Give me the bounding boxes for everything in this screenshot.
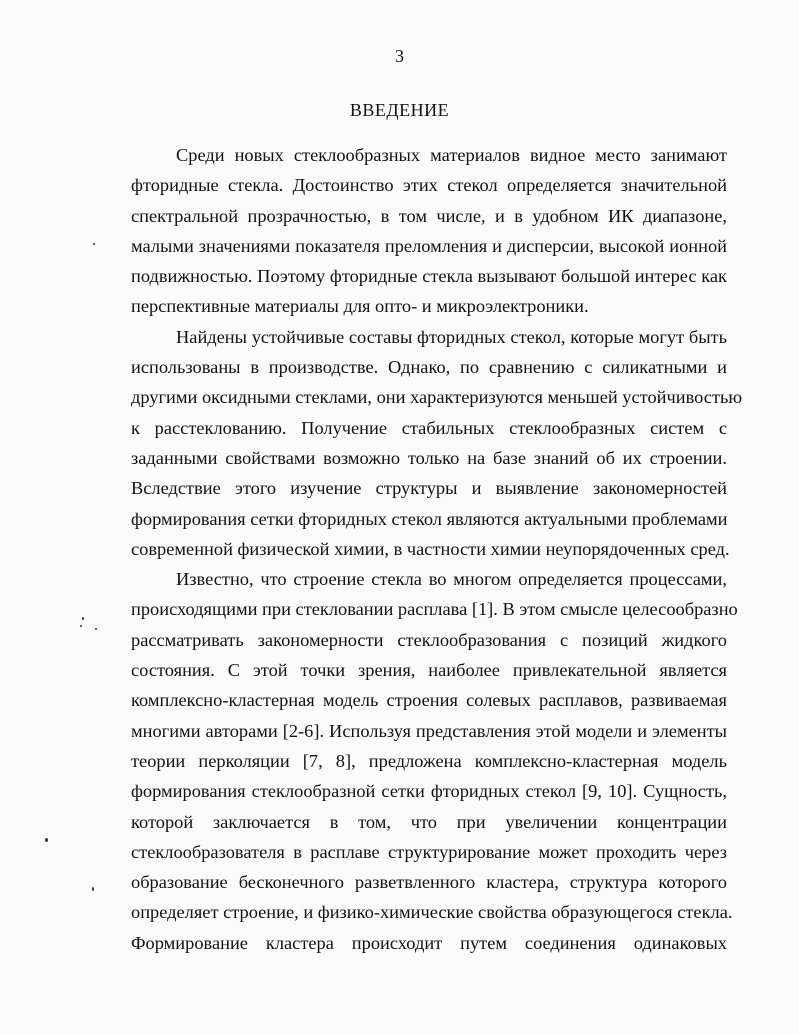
text-line: современной физической химии, в частности химии неупорядоченных сред. <box>131 538 730 559</box>
text-line: образование бесконечного разветвленного кластера, структура которого <box>131 872 727 893</box>
text-line: использованы в производстве. Однако, по сравнению с силикатными и <box>131 357 727 378</box>
text-line: стеклообразователя в расплаве структурирование может проходить через <box>131 841 727 862</box>
scan-speck <box>93 243 95 245</box>
text-line: другими оксидными стеклами, они характеризуются меньшей устойчивостью <box>131 387 743 408</box>
text-line: которой заключается в том, что при увеличении концентрации <box>131 811 727 832</box>
text-line: формирования стеклообразной сетки фторидных стекол [9, 10]. Сущность, <box>131 781 727 802</box>
text-line: Формирование кластера происходит путем соединения одинаковых <box>131 932 727 953</box>
text-line: теории перколяции [7, 8], предложена комплексно-кластерная модель <box>131 750 727 771</box>
scan-speck <box>95 628 97 630</box>
text-line: многими авторами [2-6]. Используя представления этой модели и элементы <box>131 720 727 741</box>
page-number: 3 <box>395 46 404 66</box>
text-line: спектральной прозрачностью, в том числе, и в удобном ИК диапазоне, <box>131 205 727 226</box>
text-line: перспективные материалы для опто- и микроэлектроники. <box>131 296 589 317</box>
scan-speck <box>45 838 48 842</box>
scan-speck <box>92 887 94 891</box>
scan-speck <box>82 617 84 620</box>
text-line: малыми значениями показателя преломления и дисперсии, высокой ионной <box>131 235 727 256</box>
text-line: Вследствие этого изучение структуры и выявление закономерностей <box>131 478 727 499</box>
text-line: фторидные стекла. Достоинство этих стекол определяется значительной <box>131 175 727 196</box>
text-line: рассматривать закономерности стеклообразования с позиций жидкого <box>131 629 727 650</box>
text-line: Известно, что строение стекла во многом определяется процессами, <box>176 569 727 590</box>
text-line: заданными свойствами возможно только на базе знаний об их строении. <box>131 447 727 468</box>
text-line: комплексно-кластерная модель строения солевых расплавов, развиваемая <box>131 690 727 711</box>
text-line: формирования сетки фторидных стекол являются актуальными проблемами <box>131 508 728 529</box>
text-line: происходящими при стекловании расплава [1]. В этом смысле целесообразно <box>131 599 738 620</box>
section-heading: ВВЕДЕНИЕ <box>349 100 450 120</box>
text-line: к расстеклованию. Получение стабильных стеклообразных систем с <box>131 417 727 438</box>
scan-speck <box>80 625 82 627</box>
text-line: Среди новых стеклообразных материалов видное место занимают <box>176 145 727 165</box>
text-line: подвижностью. Поэтому фторидные стекла вызывают большой интерес как <box>131 266 727 287</box>
text-line: Найдены устойчивые составы фторидных стекол, которые могут быть <box>176 326 727 347</box>
text-line: определяет строение, и физико-химические свойства образующегося стекла. <box>131 902 733 923</box>
body-text <box>131 140 743 958</box>
text-line: состояния. С этой точки зрения, наиболее привлекательной является <box>131 660 727 681</box>
